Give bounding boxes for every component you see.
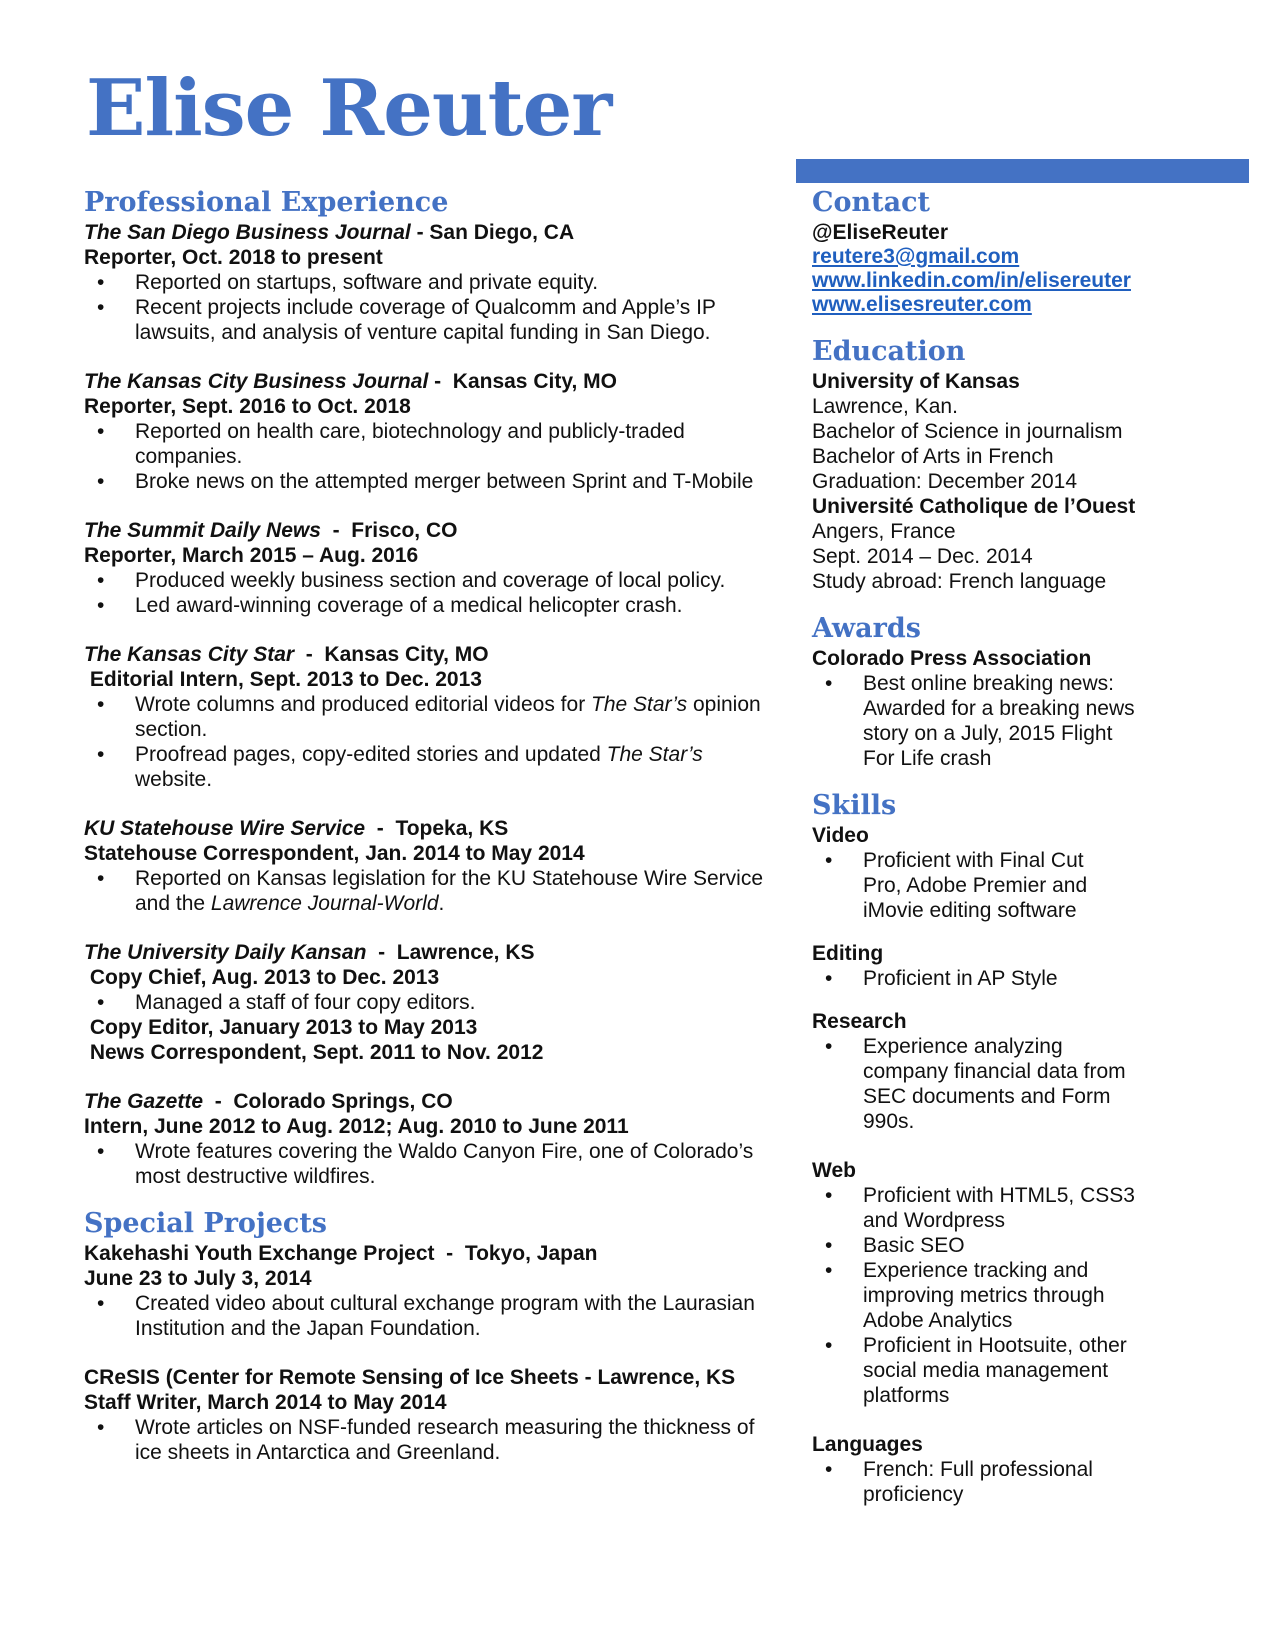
resume-name: Elise Reuter [86,63,612,154]
list-item: • Proficient in Hootsuite, other social media management platforms [812,1333,1157,1408]
job-sep: - [294,643,325,666]
list-item: • Proficient with Final Cut Pro, Adobe Premier and iMovie editing software [812,848,1122,923]
list-item: • Produced weekly business section and coverage of local policy. [84,568,784,593]
project-title: CReSIS (Center for Remote Sensing of Ice Sheets - Lawrence, KS [84,1366,736,1389]
job-org: The Summit Daily News [84,519,321,542]
school-name: Université Catholique de l’Ouest [812,495,1136,518]
bullet-text: . [438,892,445,915]
edu-line: Angers, France [812,520,956,543]
job-entry [84,518,784,618]
job-org: The Gazette [84,1090,204,1113]
linkedin-link[interactable]: www.linkedin.com/in/elisereuter [812,269,1131,292]
list-item: • Wrote articles on NSF-funded research measuring the thickness of ice sheets in Antarctica and Greenland. [84,1415,784,1465]
project-entry [84,1365,784,1465]
skill-label: Web [812,1159,856,1182]
project-dates: June 23 to July 3, 2014 [84,1267,312,1290]
projects-heading: Special Projects [84,1208,327,1239]
job-location: Lawrence, KS [396,941,535,964]
job-org: The Kansas City Star [84,643,295,666]
list-item [84,866,784,916]
list-item: • Led award-winning coverage of a medical helicopter crash. [84,593,784,618]
job-org: KU Statehouse Wire Service [84,817,366,840]
job-sep: - [203,1090,234,1113]
job-org: The Kansas City Business Journal [84,370,429,393]
list-item: • Managed a staff of four copy editors. [84,990,784,1015]
list-item: • Proficient with HTML5, CSS3 and Wordpress [812,1183,1157,1233]
bullet-emphasis: Lawrence Journal-World [210,892,439,915]
list-item: • Wrote features covering the Waldo Canyon Fire, one of Colorado’s most destructive wildfires. [84,1139,784,1189]
project-entry [84,1241,784,1341]
skill-label: Video [812,824,869,847]
job-sep: - [320,519,352,542]
job-role: News Correspondent, Sept. 2011 to Nov. 2012 [84,1041,544,1064]
edu-line: Bachelor of Arts in French [812,445,1054,468]
project-dates: Staff Writer, March 2014 to May 2014 [84,1391,447,1414]
bullet-text: Proofread pages, copy-edited stories and updated [135,743,607,766]
project-title: Kakehashi Youth Exchange Project - Tokyo, Japan [84,1242,598,1265]
left-column [84,186,784,1465]
skills-heading: Skills [812,790,897,821]
bullet-text: Wrote columns and produced editorial videos for [135,693,592,716]
education-heading: Education [812,336,966,367]
bullet-emphasis: The Star’s [606,743,703,766]
email-link[interactable]: reutere3@gmail.com [812,245,1020,268]
job-role: Editorial Intern, Sept. 2013 to Dec. 2013 [84,668,482,691]
edu-line: Study abroad: French language [812,570,1107,593]
job-entry [84,940,784,1065]
list-item: • Created video about cultural exchange program with the Laurasian Institution and the Japan Foundation. [84,1291,784,1341]
job-location: San Diego, CA [429,221,575,244]
list-item: • Experience analyzing company financial data from SEC documents and Form 990s. [812,1034,1142,1134]
job-role: Reporter, March 2015 – Aug. 2016 [84,544,419,567]
accent-bar [796,159,1249,183]
list-item [84,742,784,792]
list-item: • Experience tracking and improving metrics through Adobe Analytics [812,1258,1157,1333]
job-org: The University Daily Kansan [84,941,367,964]
bullet-emphasis: The Star’s [591,693,688,716]
bullet-text: website. [135,768,213,791]
list-item: • Broke news on the attempted merger between Sprint and T-Mobile [84,469,784,494]
edu-line: Bachelor of Science in journalism [812,420,1123,443]
social-handle: @EliseReuter [812,221,949,244]
award-org: Colorado Press Association [812,647,1092,670]
job-role: Copy Chief, Aug. 2013 to Dec. 2013 [84,966,440,989]
experience-heading: Professional Experience [84,187,449,218]
list-item: • Reported on health care, biotechnology and publicly-traded companies. [84,419,784,469]
edu-line: Lawrence, Kan. [812,395,958,418]
contact-heading: Contact [812,187,931,218]
skill-label: Research [812,1010,907,1033]
edu-line: Graduation: December 2014 [812,470,1077,493]
list-item: • Proficient in AP Style [812,966,1142,991]
job-location: Kansas City, MO [452,370,617,393]
job-sep: - [410,221,430,244]
job-role: Statehouse Correspondent, Jan. 2014 to May 2014 [84,842,585,865]
job-location: Frisco, CO [351,519,458,542]
job-role: Reporter, Oct. 2018 to present [84,246,383,269]
list-item [84,692,784,742]
job-role: Reporter, Sept. 2016 to Oct. 2018 [84,395,411,418]
website-link[interactable]: www.elisesreuter.com [812,293,1032,316]
skill-label: Editing [812,942,884,965]
list-item: • Basic SEO [812,1233,1157,1258]
job-location: Kansas City, MO [324,643,489,666]
job-entry [84,642,784,792]
job-role: Intern, June 2012 to Aug. 2012; Aug. 2010 to June 2011 [84,1115,629,1138]
job-org: The San Diego Business Journal [84,221,411,244]
job-location: Topeka, KS [395,817,509,840]
awards-heading: Awards [812,613,921,644]
job-location: Colorado Springs, CO [233,1090,453,1113]
job-role: Copy Editor, January 2013 to May 2013 [84,1016,478,1039]
job-sep: - [366,941,397,964]
edu-line: Sept. 2014 – Dec. 2014 [812,545,1033,568]
job-sep: - [428,370,453,393]
bullet-text: Reported on Kansas legislation for the KU Statehouse Wire Service and the [135,867,764,915]
list-item: • Recent projects include coverage of Qualcomm and Apple’s IP lawsuits, and analysis of venture capital funding in San Diego. [84,295,784,345]
list-item: • Reported on startups, software and private equity. [84,270,784,295]
right-column [812,186,1232,1507]
job-entry [84,369,784,494]
list-item: • Best online breaking news: Awarded for a breaking news story on a July, 2015 Flight For Life crash [812,671,1142,771]
bullet-text: opinion section. [135,693,761,741]
job-entry [84,816,784,916]
list-item: • French: Full professional proficiency [812,1457,1112,1507]
job-sep: - [365,817,396,840]
job-entry [84,220,784,345]
skill-label: Languages [812,1433,923,1456]
job-entry [84,1089,784,1189]
school-name: University of Kansas [812,370,1020,393]
